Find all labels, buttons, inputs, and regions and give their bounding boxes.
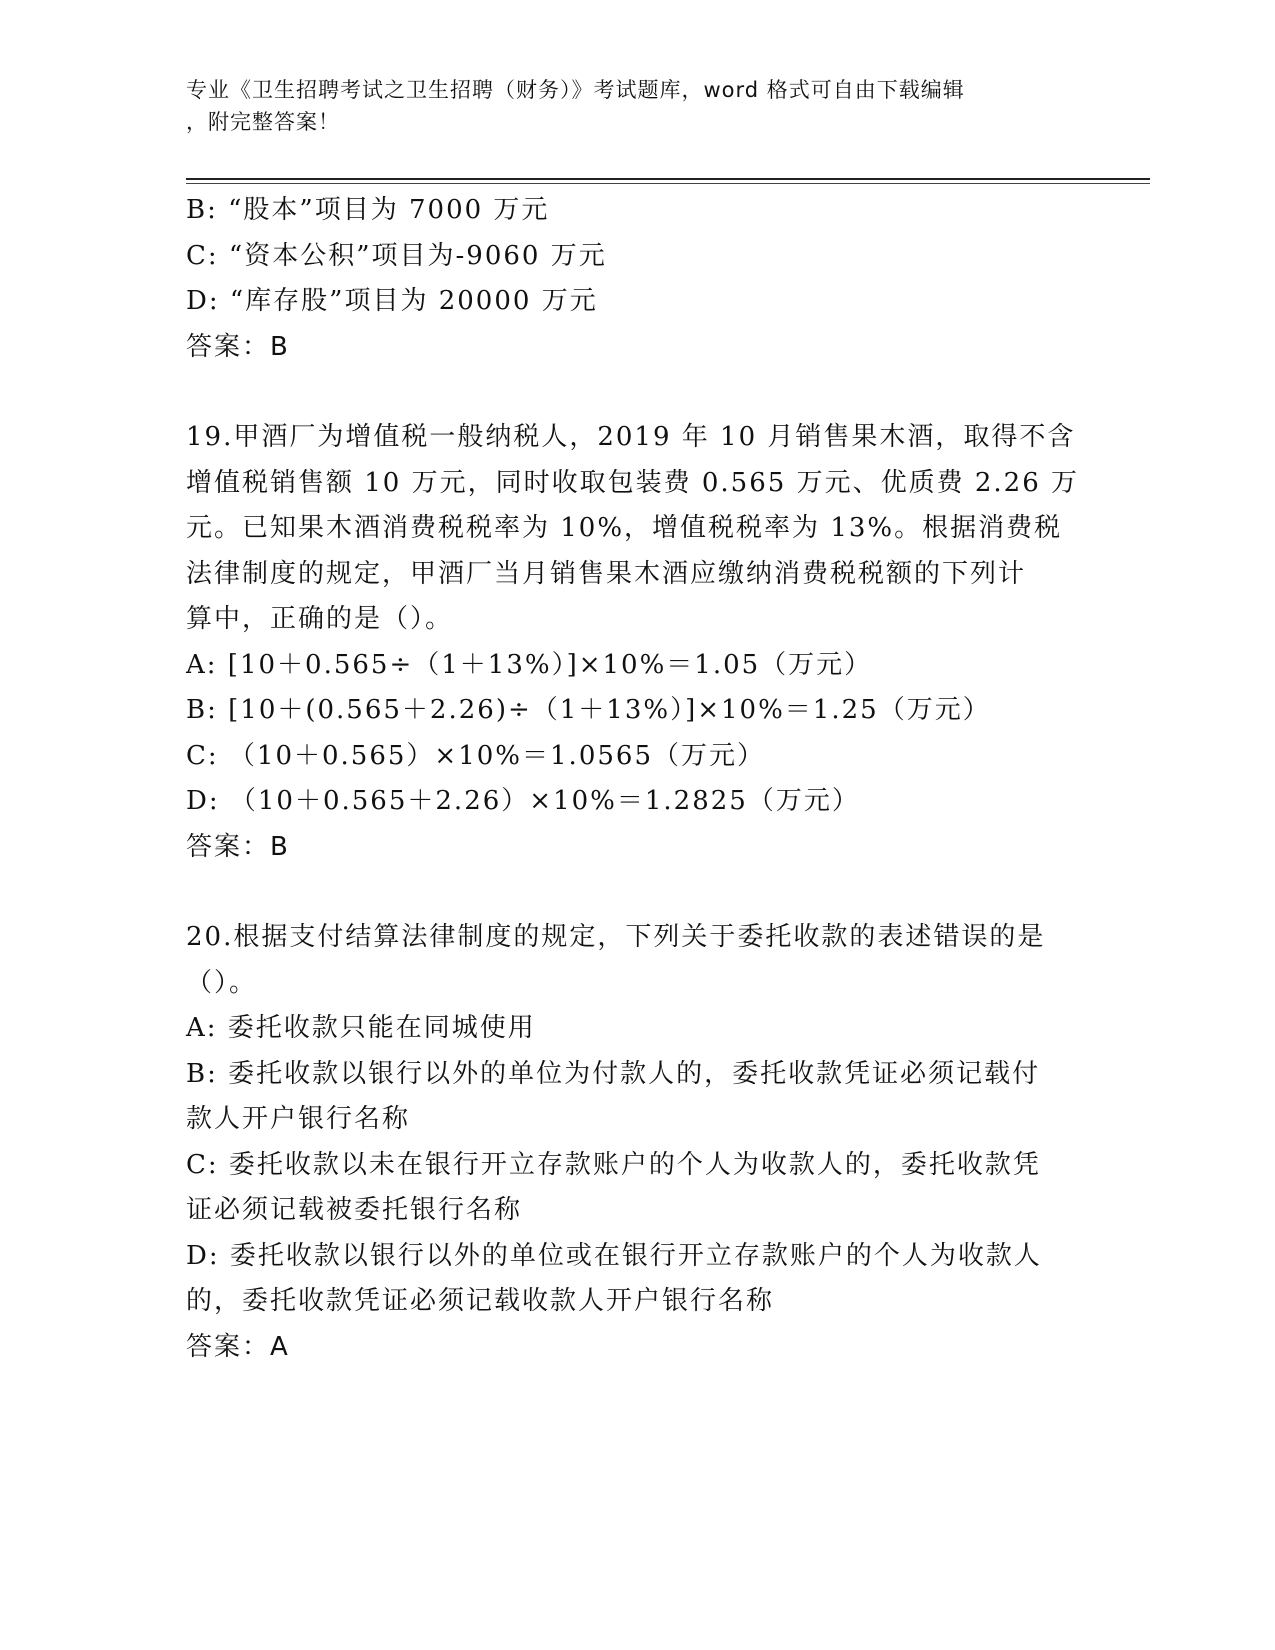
option-d-line: D: 委托收款以银行以外的单位或在银行开立存款账户的个人为收款人	[186, 1240, 1042, 1271]
question-stem-line: （）。	[186, 967, 258, 998]
option-d: D: “库存股”项目为 20000 万元	[186, 286, 598, 316]
option-c: C: （10＋0.565）×10%＝1.0565（万元）	[186, 740, 765, 771]
question-content	[186, 188, 1079, 1370]
option-d: D: （10＋0.565＋2.26）×10%＝1.2825（万元）	[186, 786, 860, 816]
option-b-line: B: 委托收款以银行以外的单位为付款人的，委托收款凭证必须记载付	[186, 1058, 1041, 1089]
question-stem-line: 19.甲酒厂为增值税一般纳税人，2019 年 10 月销售果木酒，取得不含	[186, 422, 1076, 452]
spacer	[186, 870, 1076, 915]
question-stem-line: 法律制度的规定，甲酒厂当月销售果木酒应缴纳消费税税额的下列计	[186, 558, 1027, 589]
option-c-line: C: 委托收款以未在银行开立存款账户的个人为收款人的，委托收款凭	[186, 1149, 1041, 1180]
question-stem-line: 元。已知果木酒消费税税率为 10%，增值税税率为 13%。根据消费税	[186, 513, 1063, 543]
option-c: C: “资本公积”项目为-9060 万元	[186, 240, 607, 271]
option-b-line: 款人开户银行名称	[186, 1104, 411, 1134]
option-a: A: 委托收款只能在同城使用	[186, 1013, 536, 1043]
question-18	[186, 188, 1076, 370]
spacer	[186, 370, 1076, 415]
question-stem-line: 20.根据支付结算法律制度的规定，下列关于委托收款的表述错误的是	[186, 922, 1046, 952]
header-divider-thin	[186, 183, 1150, 184]
question-stem-line: 算中，正确的是（）。	[186, 604, 454, 634]
answer-line: 答案：B	[186, 331, 290, 362]
option-c-line: 证必须记载被委托银行名称	[186, 1195, 523, 1225]
header-line: ，附完整答案！	[186, 110, 340, 134]
option-b: B: [10＋(0.565＋2.26)÷（1＋13%）]×10%＝1.25（万元）	[186, 695, 991, 725]
answer-line: 答案：A	[186, 1331, 290, 1362]
header-line: 专业《卫生招聘考试之卫生招聘（财务）》考试题库，word 格式可自由下载编辑	[186, 78, 965, 102]
page-header	[186, 74, 1066, 138]
option-a: A: [10＋0.565÷（1＋13%）]×10%＝1.05（万元）	[186, 649, 873, 680]
question-20	[186, 915, 1076, 1370]
header-divider	[186, 178, 1150, 180]
option-d-line: 的，委托收款凭证必须记载收款人开户银行名称	[186, 1286, 775, 1316]
question-stem-line: 增值税销售额 10 万元，同时收取包装费 0.565 万元、优质费 2.26 万	[186, 467, 1079, 498]
answer-line: 答案：B	[186, 831, 290, 862]
question-19	[186, 415, 1079, 870]
option-b: B: “股本”项目为 7000 万元	[186, 195, 550, 225]
